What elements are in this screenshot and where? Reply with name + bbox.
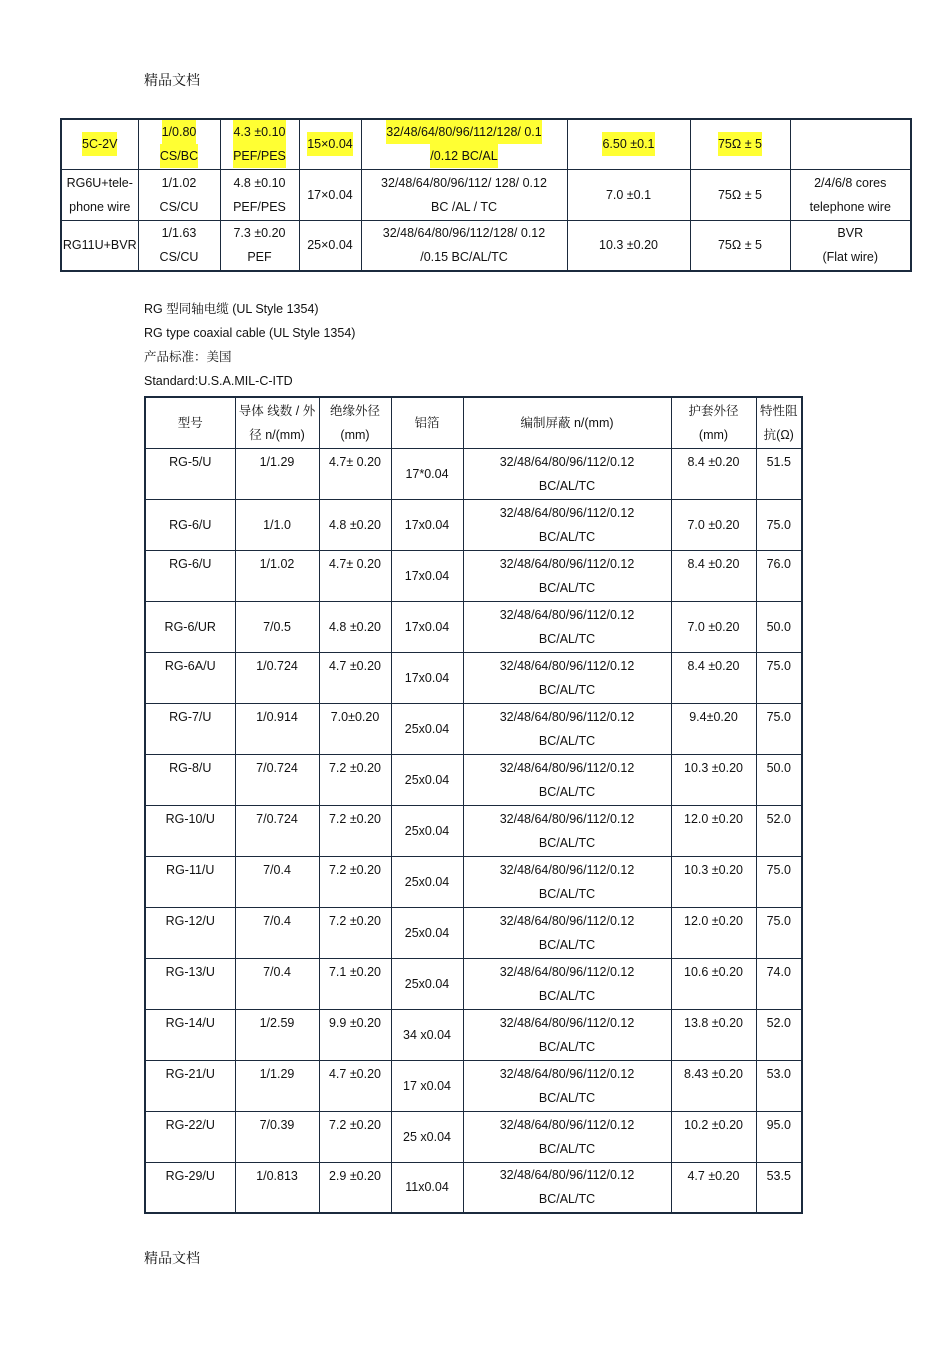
foil-cell: 25x0.04 [391, 907, 463, 958]
insulation-cell: 7.2 ±0.20 [319, 1111, 391, 1162]
foil-cell: 25x0.04 [391, 856, 463, 907]
conductor-cell: 7/0.4 [235, 856, 319, 907]
conductor-cell: 1/1.02 CS/CU [138, 169, 220, 220]
impedance-cell: 75.0 [756, 499, 802, 550]
impedance-cell: 76.0 [756, 550, 802, 601]
table-row [145, 1060, 802, 1111]
model-cell: RG-29/U [145, 1162, 235, 1213]
insulation-cell: 4.7± 0.20 [319, 448, 391, 499]
braid-cell: 32/48/64/80/96/112/ 128/ 0.12 BC /AL / TC [361, 169, 567, 220]
header-braid: 编制屏蔽 n/(mm) [463, 397, 671, 448]
table-row [61, 220, 911, 271]
model-cell: RG-22/U [145, 1111, 235, 1162]
model-cell: RG6U+tele- phone wire [61, 169, 138, 220]
model-cell: RG-6A/U [145, 652, 235, 703]
foil-cell: 15×0.04 [299, 119, 361, 169]
jacket-cell: 7.0 ±0.1 [567, 169, 690, 220]
foil-cell: 25 x0.04 [391, 1111, 463, 1162]
jacket-cell: 10.3 ±0.20 [671, 856, 756, 907]
braid-cell: 32/48/64/80/96/112/0.12 BC/AL/TC [463, 856, 671, 907]
insulation-cell: 9.9 ±0.20 [319, 1009, 391, 1060]
braid-cell: 32/48/64/80/96/112/0.12 BC/AL/TC [463, 550, 671, 601]
model-cell: RG11U+BVR [61, 220, 138, 271]
conductor-cell: 7/0.4 [235, 958, 319, 1009]
table-row [145, 652, 802, 703]
foil-cell: 34 x0.04 [391, 1009, 463, 1060]
jacket-cell: 8.43 ±0.20 [671, 1060, 756, 1111]
impedance-cell: 75Ω ± 5 [690, 220, 790, 271]
model-cell: RG-6/U [145, 550, 235, 601]
model-cell: RG-6/UR [145, 601, 235, 652]
foil-cell: 17 x0.04 [391, 1060, 463, 1111]
header-insulation: 绝缘外径 (mm) [319, 397, 391, 448]
page-header: 精品文档 [144, 73, 200, 89]
table-row [145, 856, 802, 907]
conductor-cell: 1/1.02 [235, 550, 319, 601]
note-cell: BVR (Flat wire) [790, 220, 911, 271]
braid-cell: 32/48/64/80/96/112/0.12 BC/AL/TC [463, 907, 671, 958]
braid-cell: 32/48/64/80/96/112/0.12 BC/AL/TC [463, 1009, 671, 1060]
conductor-cell: 7/0.5 [235, 601, 319, 652]
note-cell: 2/4/6/8 cores telephone wire [790, 169, 911, 220]
table-row [145, 550, 802, 601]
table-row [145, 1162, 802, 1213]
conductor-cell: 1/1.63 CS/CU [138, 220, 220, 271]
insulation-cell: 4.8 ±0.10 PEF/PES [220, 169, 299, 220]
model-cell: RG-7/U [145, 703, 235, 754]
jacket-cell: 8.4 ±0.20 [671, 550, 756, 601]
braid-cell: 32/48/64/80/96/112/0.12 BC/AL/TC [463, 499, 671, 550]
jacket-cell: 10.3 ±0.20 [671, 754, 756, 805]
header-conductor: 导体 线数 / 外 径 n/(mm) [235, 397, 319, 448]
model-cell: RG-12/U [145, 907, 235, 958]
impedance-cell: 75.0 [756, 703, 802, 754]
top-cable-table [60, 118, 912, 272]
page-footer: 精品文档 [144, 1251, 200, 1267]
intro-line-3: 产品标准：美国 [144, 350, 232, 364]
model-cell: RG-10/U [145, 805, 235, 856]
jacket-cell: 4.7 ±0.20 [671, 1162, 756, 1213]
impedance-cell: 52.0 [756, 805, 802, 856]
foil-cell: 25×0.04 [299, 220, 361, 271]
intro-line-4: Standard:U.S.A.MIL-C-ITD [144, 374, 293, 388]
jacket-cell: 13.8 ±0.20 [671, 1009, 756, 1060]
jacket-cell: 10.2 ±0.20 [671, 1111, 756, 1162]
table-row [145, 805, 802, 856]
insulation-cell: 7.1 ±0.20 [319, 958, 391, 1009]
conductor-cell: 7/0.4 [235, 907, 319, 958]
insulation-cell: 7.2 ±0.20 [319, 805, 391, 856]
impedance-cell: 52.0 [756, 1009, 802, 1060]
foil-cell: 17*0.04 [391, 448, 463, 499]
jacket-cell: 8.4 ±0.20 [671, 448, 756, 499]
insulation-cell: 7.2 ±0.20 [319, 754, 391, 805]
conductor-cell: 7/0.39 [235, 1111, 319, 1162]
table-row [145, 703, 802, 754]
foil-cell: 25x0.04 [391, 958, 463, 1009]
insulation-cell: 4.8 ±0.20 [319, 601, 391, 652]
table-row [145, 1009, 802, 1060]
model-cell: RG-5/U [145, 448, 235, 499]
conductor-cell: 7/0.724 [235, 805, 319, 856]
braid-cell: 32/48/64/80/96/112/0.12 BC/AL/TC [463, 652, 671, 703]
braid-cell: 32/48/64/80/96/112/0.12 BC/AL/TC [463, 1162, 671, 1213]
braid-cell: 32/48/64/80/96/112/0.12 BC/AL/TC [463, 448, 671, 499]
table-row [145, 1111, 802, 1162]
foil-cell: 17x0.04 [391, 601, 463, 652]
insulation-cell: 4.8 ±0.20 [319, 499, 391, 550]
model-cell: RG-8/U [145, 754, 235, 805]
conductor-cell: 1/0.80 CS/BC [138, 119, 220, 169]
braid-cell: 32/48/64/80/96/112/0.12 BC/AL/TC [463, 601, 671, 652]
conductor-cell: 1/2.59 [235, 1009, 319, 1060]
foil-cell: 17×0.04 [299, 169, 361, 220]
conductor-cell: 1/1.0 [235, 499, 319, 550]
jacket-cell: 12.0 ±0.20 [671, 907, 756, 958]
note-cell [790, 119, 911, 169]
impedance-cell: 50.0 [756, 754, 802, 805]
header-jacket: 护套外径 (mm) [671, 397, 756, 448]
insulation-cell: 4.7 ±0.20 [319, 1060, 391, 1111]
header-foil: 铝箔 [391, 397, 463, 448]
insulation-cell: 2.9 ±0.20 [319, 1162, 391, 1213]
foil-cell: 25x0.04 [391, 754, 463, 805]
foil-cell: 11x0.04 [391, 1162, 463, 1213]
insulation-cell: 4.7± 0.20 [319, 550, 391, 601]
braid-cell: 32/48/64/80/96/112/0.12 BC/AL/TC [463, 958, 671, 1009]
table-row [145, 448, 802, 499]
impedance-cell: 74.0 [756, 958, 802, 1009]
table-row [61, 119, 911, 169]
jacket-cell: 10.3 ±0.20 [567, 220, 690, 271]
foil-cell: 25x0.04 [391, 703, 463, 754]
jacket-cell: 6.50 ±0.1 [567, 119, 690, 169]
conductor-cell: 1/1.29 [235, 1060, 319, 1111]
foil-cell: 17x0.04 [391, 499, 463, 550]
conductor-cell: 7/0.724 [235, 754, 319, 805]
header-impedance: 特性阻 抗(Ω) [756, 397, 802, 448]
jacket-cell: 12.0 ±0.20 [671, 805, 756, 856]
conductor-cell: 1/0.914 [235, 703, 319, 754]
impedance-cell: 53.0 [756, 1060, 802, 1111]
impedance-cell: 51.5 [756, 448, 802, 499]
impedance-cell: 75.0 [756, 856, 802, 907]
intro-text [144, 297, 355, 393]
insulation-cell: 4.7 ±0.20 [319, 652, 391, 703]
impedance-cell: 75Ω ± 5 [690, 119, 790, 169]
braid-cell: 32/48/64/80/96/112/0.12 BC/AL/TC [463, 703, 671, 754]
insulation-cell: 7.2 ±0.20 [319, 907, 391, 958]
impedance-cell: 75.0 [756, 907, 802, 958]
braid-cell: 32/48/64/80/96/112/0.12 BC/AL/TC [463, 1060, 671, 1111]
model-cell: 5C-2V [61, 119, 138, 169]
header-model: 型号 [145, 397, 235, 448]
foil-cell: 17x0.04 [391, 550, 463, 601]
model-cell: RG-14/U [145, 1009, 235, 1060]
impedance-cell: 50.0 [756, 601, 802, 652]
table-row [145, 754, 802, 805]
jacket-cell: 7.0 ±0.20 [671, 601, 756, 652]
insulation-cell: 7.0±0.20 [319, 703, 391, 754]
table-row [145, 958, 802, 1009]
model-cell: RG-11/U [145, 856, 235, 907]
model-cell: RG-6/U [145, 499, 235, 550]
insulation-cell: 4.3 ±0.10 PEF/PES [220, 119, 299, 169]
braid-cell: 32/48/64/80/96/112/128/ 0.12 /0.15 BC/AL/TC [361, 220, 567, 271]
impedance-cell: 95.0 [756, 1111, 802, 1162]
braid-cell: 32/48/64/80/96/112/128/ 0.1 /0.12 BC/AL [361, 119, 567, 169]
foil-cell: 17x0.04 [391, 652, 463, 703]
insulation-cell: 7.2 ±0.20 [319, 856, 391, 907]
intro-line-2: RG type coaxial cable (UL Style 1354) [144, 326, 356, 340]
braid-cell: 32/48/64/80/96/112/0.12 BC/AL/TC [463, 805, 671, 856]
jacket-cell: 10.6 ±0.20 [671, 958, 756, 1009]
rg-cable-table [144, 396, 803, 1214]
jacket-cell: 8.4 ±0.20 [671, 652, 756, 703]
model-cell: RG-21/U [145, 1060, 235, 1111]
foil-cell: 25x0.04 [391, 805, 463, 856]
braid-cell: 32/48/64/80/96/112/0.12 BC/AL/TC [463, 1111, 671, 1162]
impedance-cell: 75Ω ± 5 [690, 169, 790, 220]
impedance-cell: 53.5 [756, 1162, 802, 1213]
jacket-cell: 9.4±0.20 [671, 703, 756, 754]
table-header-row [145, 397, 802, 448]
table-row [145, 907, 802, 958]
braid-cell: 32/48/64/80/96/112/0.12 BC/AL/TC [463, 754, 671, 805]
conductor-cell: 1/1.29 [235, 448, 319, 499]
intro-line-1: RG 型同轴电缆 (UL Style 1354) [144, 302, 319, 316]
table-row [61, 169, 911, 220]
model-cell: RG-13/U [145, 958, 235, 1009]
impedance-cell: 75.0 [756, 652, 802, 703]
jacket-cell: 7.0 ±0.20 [671, 499, 756, 550]
table-row [145, 499, 802, 550]
conductor-cell: 1/0.724 [235, 652, 319, 703]
table-row [145, 601, 802, 652]
insulation-cell: 7.3 ±0.20 PEF [220, 220, 299, 271]
conductor-cell: 1/0.813 [235, 1162, 319, 1213]
